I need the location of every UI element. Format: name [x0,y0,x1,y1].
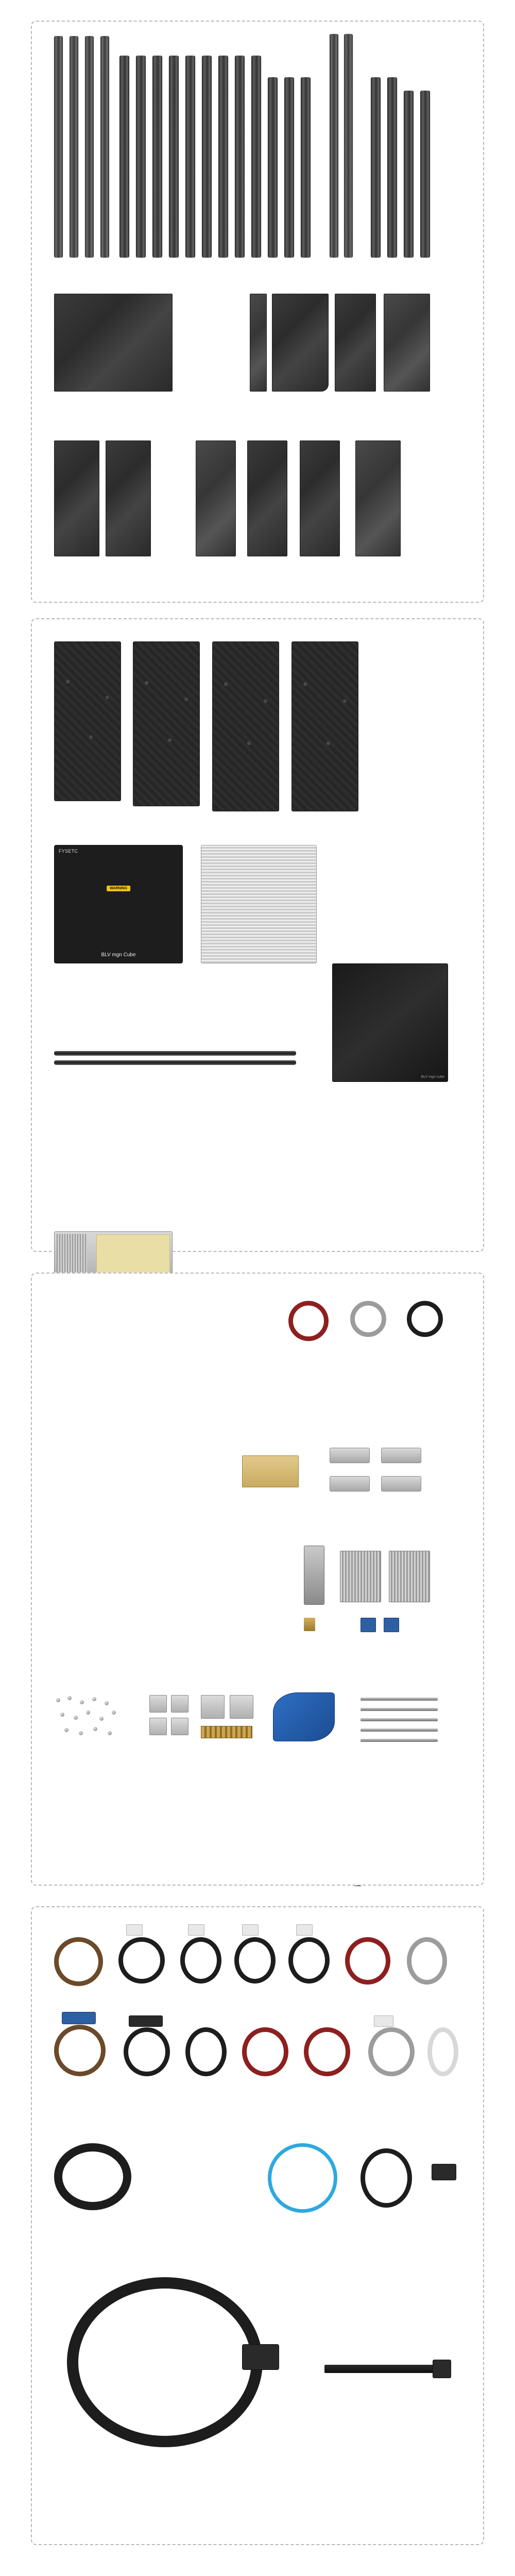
psu-label [96,1234,170,1274]
extrusion-22 [420,91,430,258]
allen-key-3 [360,1718,438,1721]
ribbon-cable [54,2025,106,2076]
extrusion-17 [330,34,338,258]
corner-bracket-1 [201,1695,225,1719]
pei-label: BLV mgn cube [421,1075,444,1079]
smooth-rod-2 [54,1060,296,1065]
fuse-holder-4 [381,1476,421,1492]
signal-cable-2 [185,2027,227,2076]
brass-nozzle [304,1618,315,1631]
extrusion-6 [136,56,146,258]
pei-sheet [332,963,448,1082]
flush-cutters [273,1692,335,1741]
heater-harness-coil [288,1301,329,1341]
extrusion-7 [152,56,162,258]
sheet-panel-5 [384,294,430,392]
foam-sheet-1 [54,641,121,801]
extrusion-5 [119,56,129,258]
sheet-panel-6 [54,440,99,556]
brass-inserts [201,1726,252,1738]
extrusion-13 [251,56,261,258]
zip-tie-head [433,2360,451,2378]
power-supply [54,1231,173,1277]
magnetic-sheet [201,845,317,963]
sheet-panel-3 [272,294,329,392]
fuse-holder-1 [330,1448,370,1463]
extrusion-18 [344,34,353,258]
heatbed-brand: FYSETC [59,849,78,854]
foam-sheet-3 [212,641,279,811]
allen-key-5 [360,1739,438,1742]
allen-key-1 [360,1698,438,1701]
sheet-panel-7 [106,440,151,556]
zip-tie-bundle [324,2365,443,2373]
fuse-holder-3 [330,1476,370,1492]
extrusion-3 [85,36,94,258]
blue-clip-2 [384,1618,399,1632]
extrusion-15 [284,77,294,258]
sheet-panel-10 [300,440,340,556]
foam-sheet-4 [291,641,358,811]
iec-plug [242,2344,279,2370]
extrusion-14 [268,77,278,258]
heatsink-2 [389,1551,430,1602]
ptfe-tube [268,2143,337,2213]
cable-connector-2 [188,1924,204,1936]
ac-power-cord [67,2277,263,2447]
smooth-rod-1 [54,1051,296,1056]
bracket-2 [171,1695,188,1713]
extrusion-4 [100,36,109,258]
extension-cable [360,2148,412,2208]
extrusion-11 [218,56,228,258]
usb-cable [242,2027,288,2076]
wire-coil-black [407,1301,443,1337]
heatbed-warning: WARNING [107,886,130,891]
screw-cluster [54,1695,131,1741]
extrusion-1 [54,36,63,258]
extrusion-10 [202,56,212,258]
usb-b-connector [374,2015,393,2027]
extrusion-20 [387,77,397,258]
allen-key-2 [360,1708,438,1711]
sheet-panel-9 [247,440,287,556]
allen-key-4 [360,1728,438,1732]
extrusion-12 [235,56,245,258]
heatbed-name: BLV mgn Cube [101,952,136,958]
heatbed [54,845,183,963]
sheet-panel-11 [355,440,401,556]
stepper-cable-5 [288,1937,330,1984]
db-connector [129,2015,163,2027]
wire-coil-gray [350,1301,386,1337]
molex-connector [432,2164,456,2180]
bracket-3 [149,1718,167,1735]
hotend-assembly [304,1546,324,1605]
stepper-cable-4 [234,1937,276,1984]
sheet-panel-2 [250,294,267,392]
bracket-4 [171,1718,188,1735]
cable-connector-4 [296,1924,313,1936]
stepper-cable-2 [118,1937,165,1984]
extrusion-16 [301,77,311,258]
corner-bracket-2 [230,1695,253,1719]
foam-sheet-2 [133,641,200,806]
thermistor-cable [368,2027,415,2076]
blue-clip-1 [360,1618,376,1632]
mesh-sleeve [54,2143,131,2210]
extrusion-9 [185,56,195,258]
panel-cables [31,1906,484,2545]
stepper-cable-3 [180,1937,221,1984]
cable-connector-3 [242,1924,259,1936]
terminal-block [242,1455,299,1487]
sensor-cable-1 [407,1937,447,1985]
fuse-holder-2 [381,1448,421,1463]
extrusion-2 [70,36,78,258]
signal-cable-1 [124,2027,170,2076]
bracket-1 [149,1695,167,1713]
sheet-panel-1 [54,294,173,392]
extrusion-19 [371,77,381,258]
psu-vent [57,1234,87,1274]
extrusion-21 [404,91,414,258]
sheet-panel-8 [196,440,236,556]
vga-connector [62,2012,96,2024]
stepper-cable-1 [54,1937,103,1986]
power-cable-1 [345,1937,390,1985]
endstop-cable [304,2027,350,2076]
sheet-panel-4 [335,294,376,392]
white-cable [427,2027,458,2076]
extrusion-8 [169,56,179,258]
cable-connector-1 [126,1924,143,1936]
heatsink-1 [340,1551,381,1602]
